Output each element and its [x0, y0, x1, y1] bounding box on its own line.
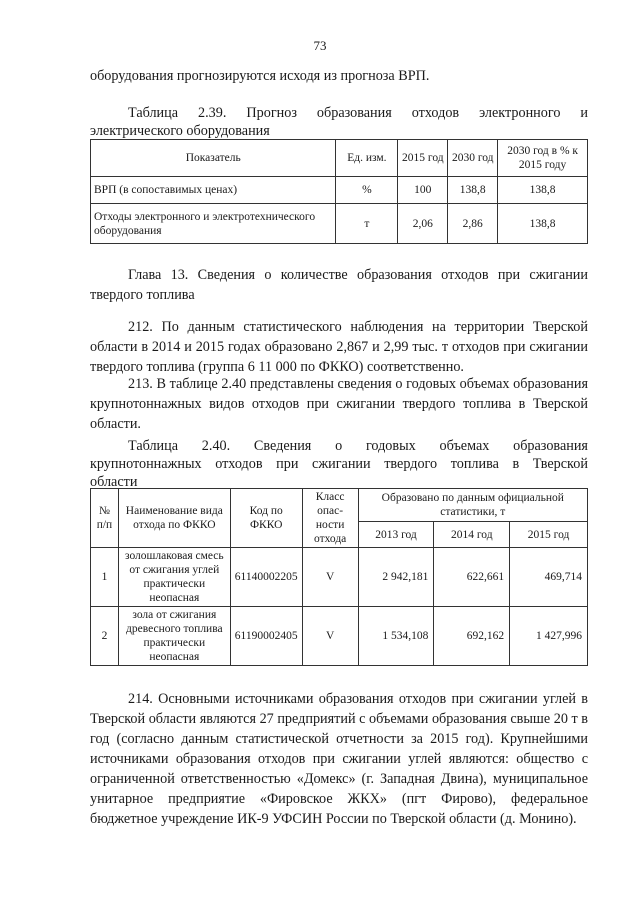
- table-2-40: [90, 488, 588, 666]
- caption-word: Таблица: [128, 438, 179, 454]
- caption-word: при: [276, 456, 299, 472]
- caption-word: 2.39.: [198, 105, 227, 121]
- cell-indicator: Отходы электронного и электротехнического оборудования: [91, 204, 336, 244]
- cell-percent: 138,8: [498, 204, 588, 244]
- caption-word: Прогноз: [246, 105, 297, 121]
- caption-word: и: [580, 105, 588, 121]
- chapter-heading: Глава 13. Сведения о количестве образования отходов при сжигании твердого топлива: [90, 267, 588, 303]
- cell-2013: 2 942,181: [358, 548, 434, 607]
- header-generated-group: Образовано по данным официальной статистики, т: [358, 489, 587, 522]
- caption-word: образования: [513, 438, 588, 454]
- cell-num: 1: [91, 548, 119, 607]
- table-2-39: [90, 139, 588, 244]
- table2-caption-line2: [90, 455, 588, 473]
- cell-2015: 100: [398, 177, 448, 204]
- table2-caption: [90, 437, 588, 491]
- cell-2030: 138,8: [448, 177, 498, 204]
- cell-2014: 692,162: [434, 607, 510, 666]
- header-name: Наименование вида отхода по ФККО: [118, 489, 230, 548]
- table1-caption-line1: [90, 104, 588, 122]
- table-row: [91, 177, 588, 204]
- header-2015: 2015 год: [510, 522, 588, 548]
- table1-caption: [90, 104, 588, 140]
- cell-unit: %: [336, 177, 398, 204]
- cell-unit: т: [336, 204, 398, 244]
- paragraph-212: 212. По данным статистического наблюдения на территории Тверской области в 2014 и 2015 годах образовано 2,867 и 2,99 тыс. т отходов при сжигании твердого топлива (группа 6 11 000 по ФККО) соответственно.: [90, 319, 588, 375]
- header-unit: Ед. изм.: [336, 140, 398, 177]
- caption-word: Таблица: [128, 105, 179, 121]
- header-percent: 2030 год в % к 2015 году: [498, 140, 588, 177]
- caption-word: объемах: [439, 438, 490, 454]
- cell-2014: 622,661: [434, 548, 510, 607]
- caption-word: сжигании: [312, 456, 371, 472]
- cell-name: зола от сжигания древесного топлива практически неопасная: [118, 607, 230, 666]
- header-num: № п/п: [91, 489, 119, 548]
- caption-word: топлива: [450, 456, 499, 472]
- caption-word: твердого: [384, 456, 438, 472]
- header-code: Код по ФККО: [230, 489, 302, 548]
- caption-word: Тверской: [532, 456, 588, 472]
- caption-word: образования: [316, 105, 392, 121]
- table-row: [91, 607, 588, 666]
- table1-caption-line2: электрического оборудования: [90, 123, 270, 139]
- caption-word: электронного: [479, 105, 561, 121]
- header-2015: 2015 год: [398, 140, 448, 177]
- caption-word: крупнотоннажных: [90, 456, 202, 472]
- paragraph-214: 214. Основными источниками образования отходов при сжигании углей в Тверской области являются 27 предприятий с объемами образования свыше 20 т в год (согласно данным статистической отчетности за 2015 год). Крупнейшими источниками образования отходов при сжигании углей являются: общество с ограниченной ответственностью «Домекс» (г. Западная Двина), муниципальное унитарное предприятие «Фировское ЖКХ» (пгт Фирово), федеральное бюджетное учреждение ИК-9 УФСИН России по Тверской области (д. Монино).: [90, 691, 588, 827]
- cell-2015: 2,06: [398, 204, 448, 244]
- table2-caption-line3: области: [90, 474, 138, 490]
- page-number: 73: [313, 38, 327, 53]
- caption-word: отходов: [215, 456, 263, 472]
- header-hazard-class: Класс опас-ности отхода: [302, 489, 358, 548]
- cell-hazard-class: V: [302, 548, 358, 607]
- cell-code: 61190002405: [230, 607, 302, 666]
- header-2013: 2013 год: [358, 522, 434, 548]
- header-2030: 2030 год: [448, 140, 498, 177]
- header-indicator: Показатель: [91, 140, 336, 177]
- cell-name: золошлаковая смесь от сжигания углей практически неопасная: [118, 548, 230, 607]
- caption-word: о: [335, 438, 343, 454]
- paragraph-213: 213. В таблице 2.40 представлены сведения о годовых объемах образования крупнотоннажных видов отходов при сжигании твердого топлива в Тверской области.: [90, 376, 588, 432]
- caption-word: 2.40.: [201, 438, 231, 454]
- cell-hazard-class: V: [302, 607, 358, 666]
- table-row: [91, 204, 588, 244]
- cell-2015: 469,714: [510, 548, 588, 607]
- cell-indicator: ВРП (в сопоставимых ценах): [91, 177, 336, 204]
- header-2014: 2014 год: [434, 522, 510, 548]
- intro-line: оборудования прогнозируются исходя из прогноза ВРП.: [90, 68, 430, 84]
- cell-percent: 138,8: [498, 177, 588, 204]
- caption-word: в: [512, 456, 520, 472]
- cell-2013: 1 534,108: [358, 607, 434, 666]
- table2-caption-line1: [90, 437, 588, 455]
- cell-2015: 1 427,996: [510, 607, 588, 666]
- cell-2030: 2,86: [448, 204, 498, 244]
- table-row: [91, 548, 588, 607]
- caption-word: отходов: [411, 105, 460, 121]
- caption-word: Сведения: [253, 438, 312, 454]
- cell-code: 61140002205: [230, 548, 302, 607]
- cell-num: 2: [91, 607, 119, 666]
- caption-word: годовых: [365, 438, 416, 454]
